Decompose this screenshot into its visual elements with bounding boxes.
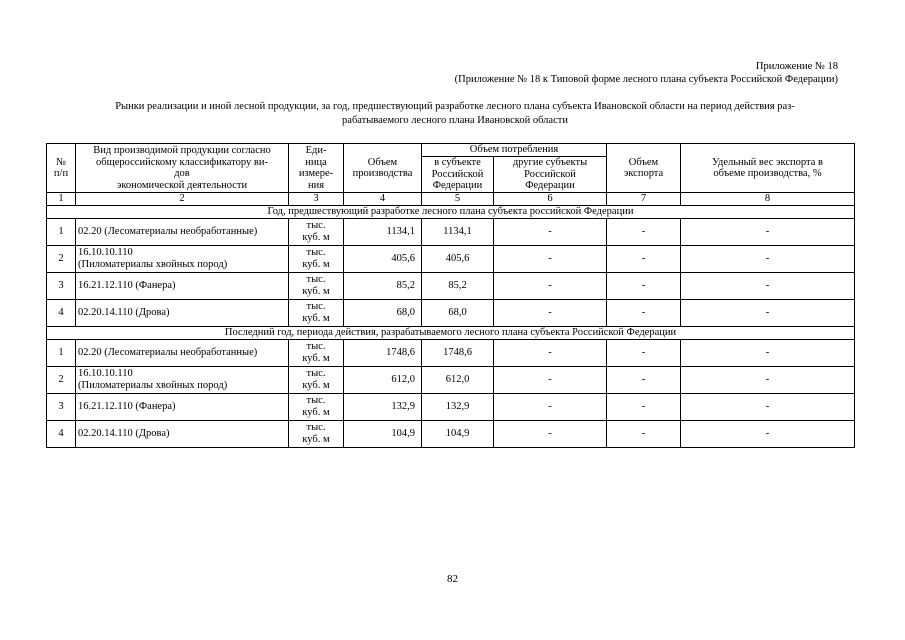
- table-header: [47, 144, 855, 219]
- export-volume: -: [607, 299, 681, 326]
- export-volume: -: [607, 218, 681, 245]
- unit: тыс. куб. м: [289, 218, 344, 245]
- consumption-other-subjects: -: [494, 393, 607, 420]
- export-share: -: [681, 393, 855, 420]
- col-consumption-header: Объем потребления: [422, 144, 607, 157]
- consumption-other-subjects: -: [494, 245, 607, 272]
- export-share: -: [681, 366, 855, 393]
- consumption-other-subjects: -: [494, 299, 607, 326]
- col-other-subjects-header: другие субъекты Российской Федерации: [494, 157, 607, 193]
- title-line-1: Рынки реализации и иной лесной продукции, за год, предшествующий разработке лесного плана субъекта Ивановской области на период действия раз-: [115, 101, 795, 112]
- export-volume: -: [607, 272, 681, 299]
- production-volume: 132,9: [344, 393, 422, 420]
- row-number: 1: [47, 339, 76, 366]
- consumption-other-subjects: -: [494, 420, 607, 447]
- unit: тыс. куб. м: [289, 245, 344, 272]
- row-number: 2: [47, 245, 76, 272]
- col-index: 5: [422, 193, 494, 206]
- col-index: 8: [681, 193, 855, 206]
- consumption-other-subjects: -: [494, 272, 607, 299]
- table-row: [47, 420, 855, 447]
- consumption-in-subject: 104,9: [422, 420, 494, 447]
- production-volume: 612,0: [344, 366, 422, 393]
- export-volume: -: [607, 339, 681, 366]
- row-number: 4: [47, 299, 76, 326]
- col-index: 6: [494, 193, 607, 206]
- col-index: 1: [47, 193, 76, 206]
- export-share: -: [681, 420, 855, 447]
- unit: тыс. куб. м: [289, 420, 344, 447]
- consumption-other-subjects: -: [494, 218, 607, 245]
- appendix-number: Приложение № 18: [755, 61, 838, 72]
- column-numbers-row: [47, 193, 855, 206]
- production-volume: 104,9: [344, 420, 422, 447]
- consumption-in-subject: 1134,1: [422, 218, 494, 245]
- product-kind: 02.20.14.110 (Дрова): [76, 299, 289, 326]
- production-volume: 85,2: [344, 272, 422, 299]
- product-kind: 16.21.12.110 (Фанера): [76, 393, 289, 420]
- table-row: [47, 339, 855, 366]
- consumption-in-subject: 405,6: [422, 245, 494, 272]
- table-row: [47, 245, 855, 272]
- section-1-rows: [47, 218, 855, 326]
- production-volume: 68,0: [344, 299, 422, 326]
- col-export-header: Объем экспорта: [607, 144, 681, 193]
- consumption-in-subject: 612,0: [422, 366, 494, 393]
- row-number: 3: [47, 272, 76, 299]
- page-number: 82: [447, 573, 458, 585]
- col-production-header: Объем производства: [344, 144, 422, 193]
- product-kind: 02.20 (Лесоматериалы необработанные): [76, 339, 289, 366]
- title-line-2: рабатываемого лесного плана Ивановской области: [342, 115, 568, 126]
- consumption-in-subject: 85,2: [422, 272, 494, 299]
- export-share: -: [681, 272, 855, 299]
- table-row: [47, 218, 855, 245]
- col-product-kind-header: Вид производимой продукции согласно общероссийскому классификатору ви- дов экономической деятельности: [76, 144, 289, 193]
- appendix-reference: (Приложение № 18 к Типовой форме лесного плана субъекта Российской Федерации): [454, 74, 838, 85]
- export-share: -: [681, 339, 855, 366]
- row-number: 2: [47, 366, 76, 393]
- col-unit-header: Еди- ница измере- ния: [289, 144, 344, 193]
- consumption-other-subjects: -: [494, 366, 607, 393]
- section-row-last-year: [47, 326, 855, 339]
- export-share: -: [681, 299, 855, 326]
- export-volume: -: [607, 366, 681, 393]
- product-kind: 16.10.10.110 (Пиломатериалы хвойных пород): [76, 245, 289, 272]
- product-kind: 02.20 (Лесоматериалы необработанные): [76, 218, 289, 245]
- row-number: 3: [47, 393, 76, 420]
- unit: тыс. куб. м: [289, 299, 344, 326]
- export-volume: -: [607, 393, 681, 420]
- unit: тыс. куб. м: [289, 339, 344, 366]
- export-share: -: [681, 218, 855, 245]
- col-export-share-header: Удельный вес экспорта в объеме производства, %: [681, 144, 855, 193]
- col-number-header: № п/п: [47, 144, 76, 193]
- forest-products-table: [46, 143, 855, 448]
- product-kind: 16.21.12.110 (Фанера): [76, 272, 289, 299]
- table-row: [47, 366, 855, 393]
- consumption-other-subjects: -: [494, 339, 607, 366]
- export-volume: -: [607, 420, 681, 447]
- export-volume: -: [607, 245, 681, 272]
- product-kind: 02.20.14.110 (Дрова): [76, 420, 289, 447]
- production-volume: 1748,6: [344, 339, 422, 366]
- section-2-rows: [47, 339, 855, 447]
- unit: тыс. куб. м: [289, 272, 344, 299]
- table-row: [47, 299, 855, 326]
- document-title: [55, 100, 855, 128]
- export-share: -: [681, 245, 855, 272]
- section-title: Год, предшествующий разработке лесного плана субъекта российской Федерации: [47, 205, 855, 218]
- production-volume: 1134,1: [344, 218, 422, 245]
- section-row-previous-year: [47, 205, 855, 218]
- col-in-subject-header: в субъекте Российской Федерации: [422, 157, 494, 193]
- table-row: [47, 272, 855, 299]
- consumption-in-subject: 1748,6: [422, 339, 494, 366]
- table-row: [47, 393, 855, 420]
- consumption-in-subject: 68,0: [422, 299, 494, 326]
- consumption-in-subject: 132,9: [422, 393, 494, 420]
- production-volume: 405,6: [344, 245, 422, 272]
- section-title: Последний год, периода действия, разрабатываемого лесного плана субъекта Российской Федерации: [47, 326, 855, 339]
- row-number: 1: [47, 218, 76, 245]
- unit: тыс. куб. м: [289, 366, 344, 393]
- col-index: 2: [76, 193, 289, 206]
- col-index: 7: [607, 193, 681, 206]
- row-number: 4: [47, 420, 76, 447]
- product-kind: 16.10.10.110 (Пиломатериалы хвойных пород): [76, 366, 289, 393]
- unit: тыс. куб. м: [289, 393, 344, 420]
- col-index: 4: [344, 193, 422, 206]
- col-index: 3: [289, 193, 344, 206]
